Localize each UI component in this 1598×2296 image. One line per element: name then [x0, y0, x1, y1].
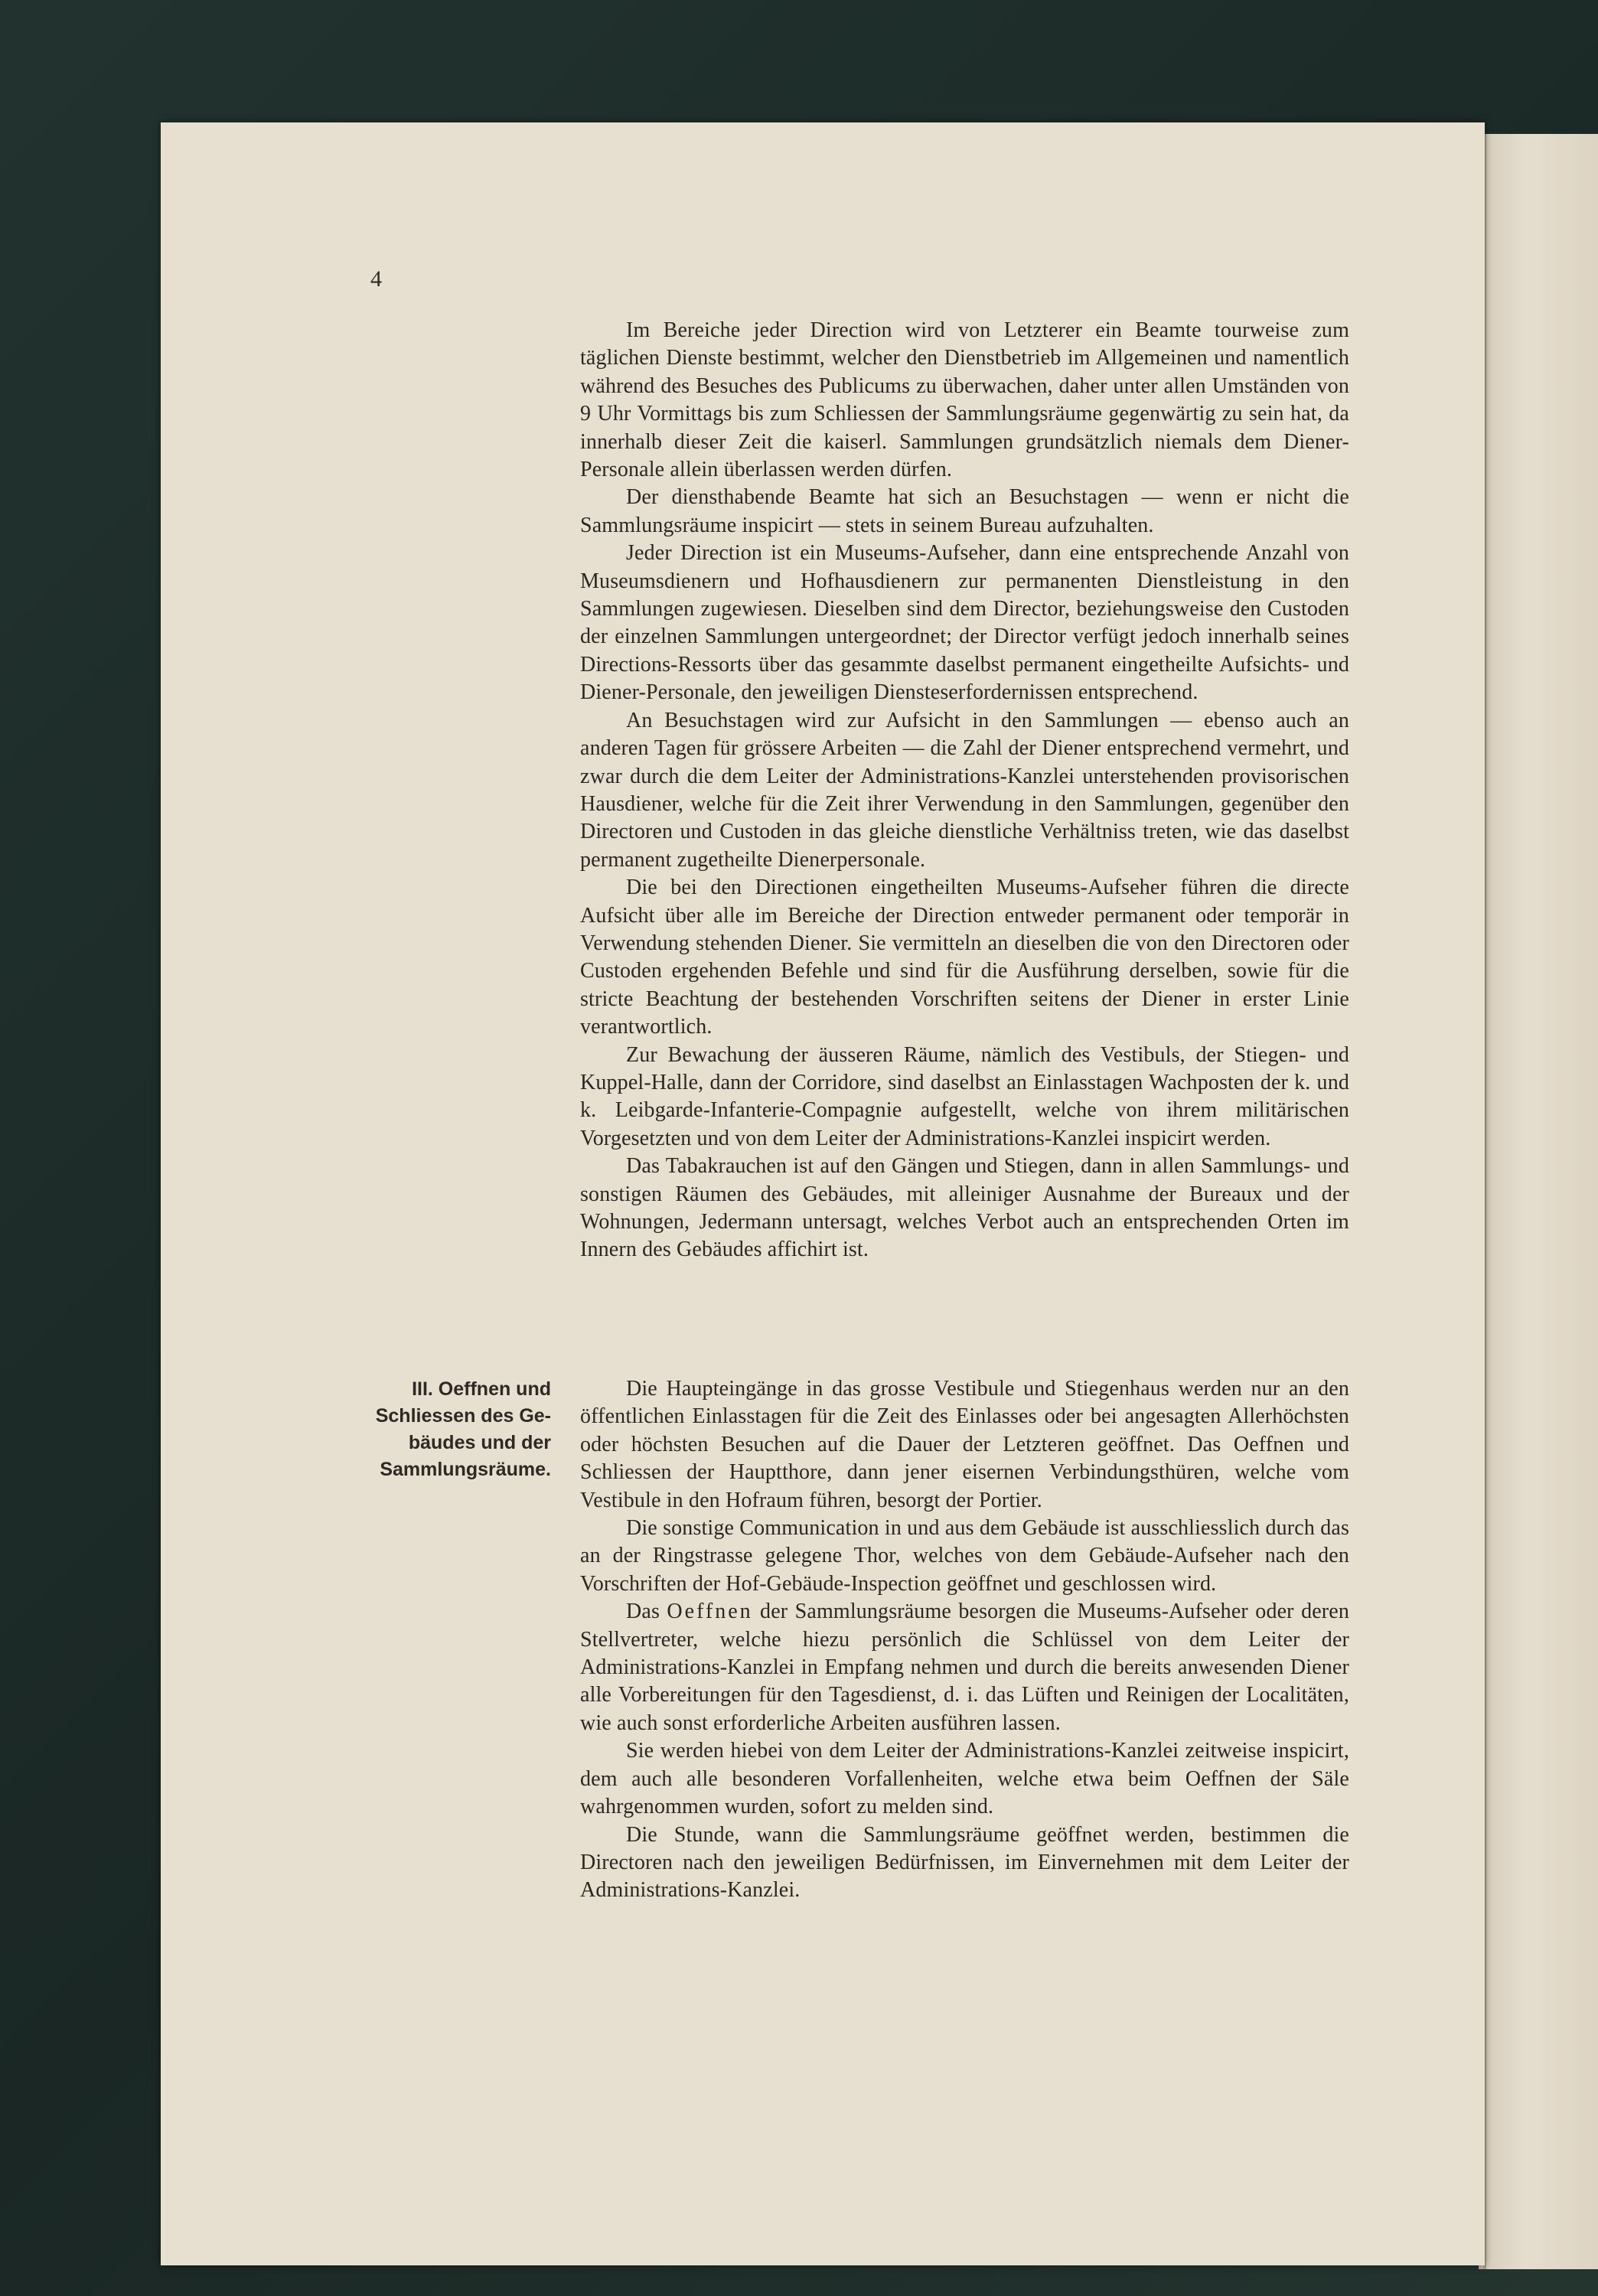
paragraph-rest: der Sammlungsräume besorgen die Museums-Aufseher oder deren Stellvertreter, welche hiezu persönlich die Schlüssel von dem Leiter der Administrations-Kanzlei in Empfang nehmen und durch die bereits anwesenden Diener alle Vorbereitungen für den Tagesdienst, d. i. das Lüften und Reinigen der Localitäten, wie auch sonst erforderliche Arbeiten ausführen lassen. [580, 1600, 1349, 1735]
margin-heading-line: Schliessen des Ge- [375, 1405, 551, 1427]
paragraph-lead: Das [626, 1600, 667, 1624]
margin-heading-line: bäudes und der [408, 1432, 551, 1453]
spaced-emphasis: Oeffnen [667, 1600, 753, 1624]
paragraph: Der diensthabende Beamte hat sich an Besuchstagen — wenn er nicht die Sammlungsräume inspicirt — stets in seinem Bureau aufzuhalten. [580, 485, 1349, 537]
paragraph: Die Haupteingänge in das grosse Vestibule und Stiegenhaus werden nur an den öffentlichen Einlasstagen für die Zeit des Einlasses oder bei angesagten Allerhöchsten oder höchsten Besuchen auf die Dauer der Letzteren geöffnet. Das Oeffnen und Schliessen der Hauptthore, dann jener eisernen Verbindungsthüren, welche vom Vestibule in den Hofraum führen, besorgt der Portier. [580, 1377, 1349, 1512]
paragraph: Zur Bewachung der äusseren Räume, nämlich des Vestibuls, der Stiegen- und Kuppel-Halle, dann der Corridore, sind daselbst an Einlasstagen Wachposten der k. und k. Leibgarde-Infanterie-Compagnie aufgestellt, welche von ihrem militärischen Vorgesetzten und von dem Leiter der Administrations-Kanzlei inspicirt werden. [580, 1042, 1349, 1150]
paragraph: Sie werden hiebei von dem Leiter der Administrations-Kanzlei zeitweise inspicirt, dem auch alle besonderen Vorfallenheiten, welche etwa beim Oeffnen der Säle wahrgenommen wurden, sofort zu melden sind. [580, 1739, 1349, 1819]
paragraph: An Besuchstagen wird zur Aufsicht in den Sammlungen — ebenso auch an anderen Tagen für grössere Arbeiten — die Zahl der Diener entsprechend vermehrt, und zwar durch die dem Leiter der Administrations-Kanzlei unterstehenden provisorischen Hausdiener, welche für die Zeit ihrer Verwendung in den Sammlungen, gegenüber den Directoren und Custoden in das gleiche dienstliche Verhältniss treten, wie das daselbst permanent zugetheilte Dienerpersonale. [580, 708, 1349, 872]
margin-heading-line: III. Oeffnen und [412, 1378, 551, 1400]
paragraph: Das Tabakrauchen ist auf den Gängen und Stiegen, dann in allen Sammlungs- und sonstigen Räumen des Gebäudes, mit alleiniger Ausnahme der Bureaux und der Wohnungen, Jedermann untersagt, welches Verbot auch an entsprechenden Orten im Innern des Gebäudes affichirt ist. [580, 1154, 1349, 1262]
paragraph: Die sonstige Communication in und aus dem Gebäude ist ausschliesslich durch das an der Ringstrasse gelegene Thor, welches von dem Gebäude-Aufseher nach den Vorschriften der Hof-Gebäude-Inspection geöffnet und geschlossen wird. [580, 1516, 1349, 1596]
paragraph: Jeder Direction ist ein Museums-Aufseher, dann eine entsprechende Anzahl von Museumsdienern und Hofhausdienern zur permanenten Dienstleistung in den Sammlungen zugewiesen. Dieselben sind dem Director, beziehungsweise den Custoden der einzelnen Sammlungen untergeordnet; der Director verfügt jedoch innerhalb seines Directions-Ressorts über das gesammte daselbst permanent eingetheilte Aufsichts- und Diener-Personale, den jeweiligen Diensteserfordernissen entsprechend. [580, 541, 1349, 705]
paragraph: Die bei den Directionen eingetheilten Museums-Aufseher führen die directe Aufsicht über alle im Bereiche der Direction entweder permanent oder temporär in Verwendung stehenden Diener. Sie vermitteln an dieselben die von den Directoren oder Custoden ergehenden Befehle und sind für die Ausführung derselben, sowie für die stricte Beachtung der bestehenden Vorschriften seitens der Diener in erster Linie verantwortlich. [580, 876, 1349, 1039]
page-number: 4 [370, 266, 382, 292]
facing-page-edge [1479, 134, 1598, 2269]
margin-heading [367, 1376, 551, 1483]
section-one-text [580, 317, 1349, 1264]
section-two-text [580, 1375, 1349, 1905]
paragraph [580, 1598, 1349, 1737]
paragraph: Im Bereiche jeder Direction wird von Letzterer ein Beamte tourweise zum täglichen Dienste bestimmt, welcher den Dienstbetrieb im Allgemeinen und namentlich während des Besuches des Publicums zu überwachen, daher unter allen Umständen von 9 Uhr Vormittags bis zum Schliessen der Sammlungsräume gegenwärtig zu sein hat, da innerhalb dieser Zeit die kaiserl. Sammlungen grundsätzlich niemals dem Diener-Personale allein überlassen werden dürfen. [580, 318, 1349, 482]
paragraph: Die Stunde, wann die Sammlungsräume geöffnet werden, bestimmen die Directoren nach den jeweiligen Bedürfnissen, im Einvernehmen mit dem Leiter der Administrations-Kanzlei. [580, 1822, 1349, 1903]
margin-heading-line: Sammlungsräume. [380, 1459, 551, 1480]
